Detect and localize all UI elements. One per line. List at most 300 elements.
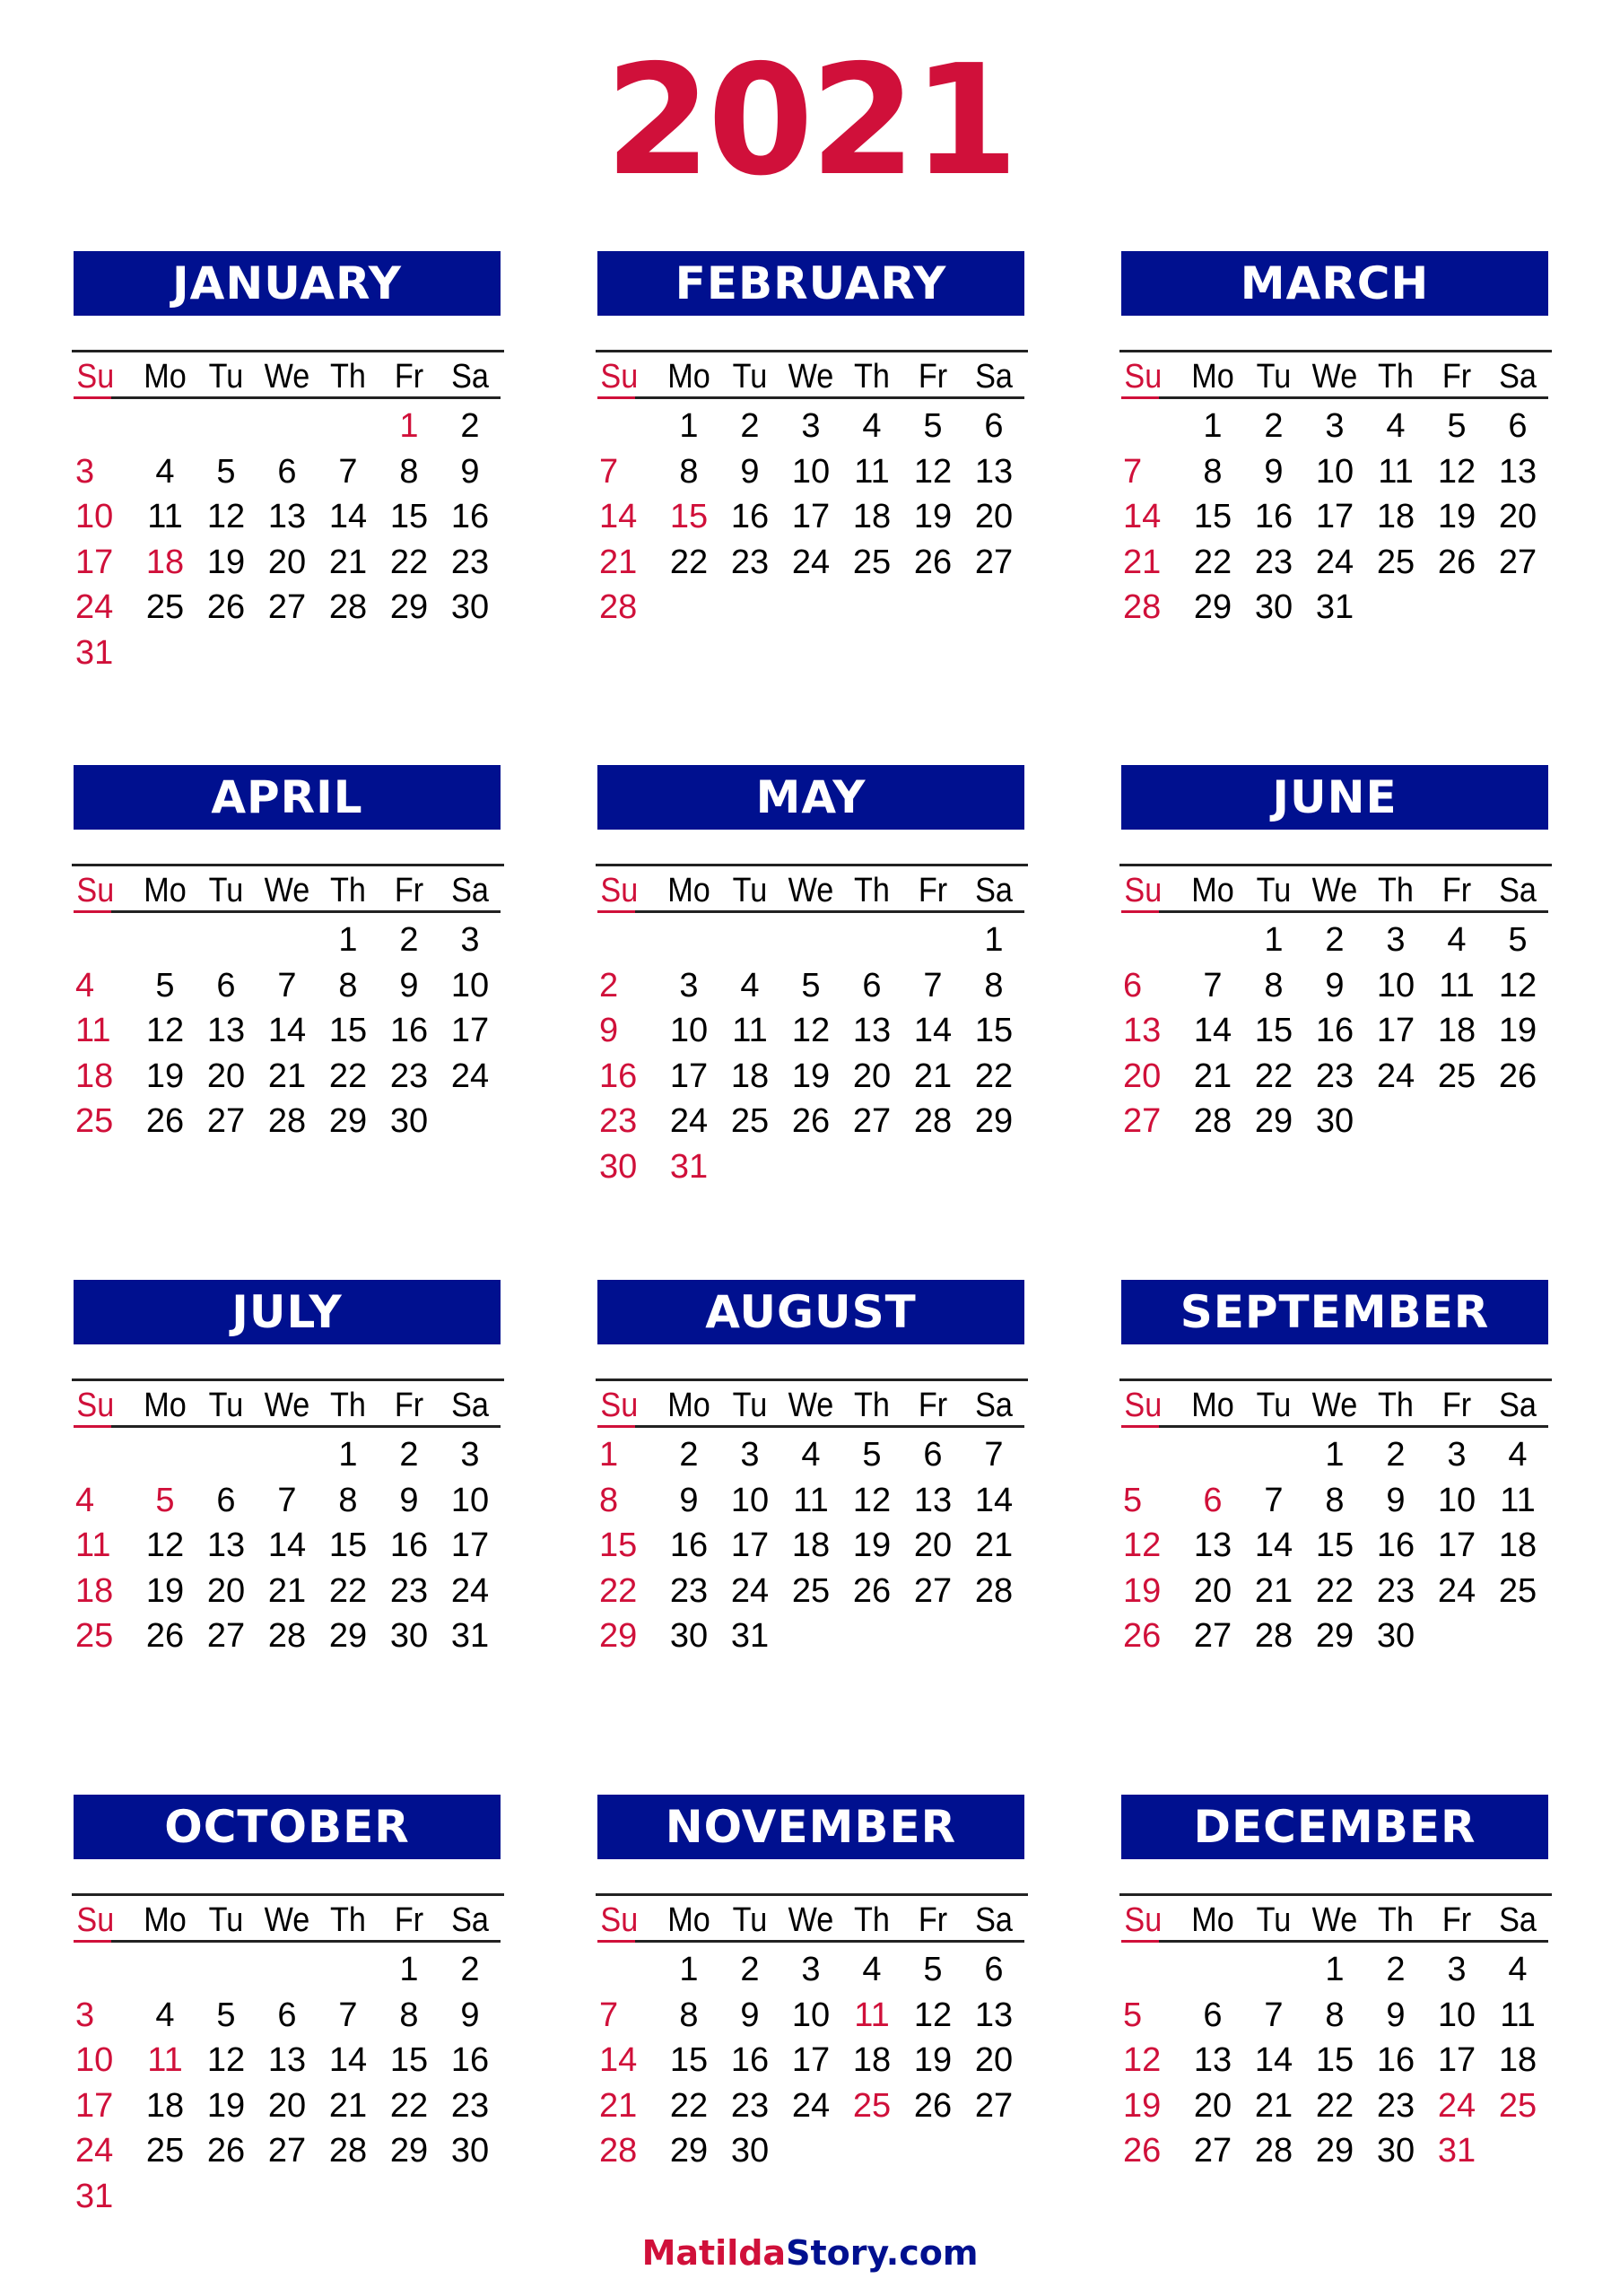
logo-part1: Matilda xyxy=(641,2233,787,2273)
day-cell: 3 xyxy=(460,921,480,959)
day-cell: 22 xyxy=(328,1571,368,1610)
weekday-label: Th xyxy=(330,358,366,396)
day-cell: 8 xyxy=(338,966,358,1004)
day-cell: 7 xyxy=(1123,452,1143,491)
day-cell: 1 xyxy=(984,921,1004,959)
empty-cell xyxy=(1121,918,1182,963)
day-cell: 26 xyxy=(1498,1057,1537,1095)
month-july xyxy=(74,1280,501,1746)
weekday-row xyxy=(597,1386,1024,1425)
weekday-label: Th xyxy=(1378,872,1414,909)
day-cell: 31 xyxy=(450,1617,490,1655)
day-cell: 23 xyxy=(1376,2086,1415,2125)
day-cell: 1 xyxy=(1264,921,1284,959)
day-cell: 4 xyxy=(1386,407,1406,445)
month-august xyxy=(597,1280,1024,1746)
day-cell: 16 xyxy=(730,498,770,535)
day-cell: 29 xyxy=(974,1102,1014,1140)
divider xyxy=(74,1425,501,1428)
weekday-label: Su xyxy=(600,1387,639,1424)
day-grid xyxy=(597,1432,1024,1659)
weekday-label: Sa xyxy=(451,872,489,909)
day-cell: 1 xyxy=(599,1436,619,1474)
day-cell: 26 xyxy=(145,1102,185,1140)
day-cell: 13 xyxy=(913,1481,953,1519)
weekday-label: Sa xyxy=(975,872,1013,909)
day-cell: 21 xyxy=(328,2086,368,2125)
day-cell: 6 xyxy=(984,1951,1004,1988)
day-cell: 28 xyxy=(1123,588,1162,626)
day-cell: 14 xyxy=(267,1012,307,1049)
day-cell: 21 xyxy=(267,1057,307,1095)
day-cell: 2 xyxy=(1386,1436,1406,1474)
day-cell: 25 xyxy=(852,543,892,581)
day-cell: 23 xyxy=(669,1571,709,1610)
empty-cell xyxy=(597,1947,658,1993)
day-cell: 14 xyxy=(328,498,368,535)
day-cell: 4 xyxy=(155,452,175,491)
day-cell: 18 xyxy=(852,2041,892,2079)
day-cell: 11 xyxy=(793,1481,829,1519)
weekday-label: Sa xyxy=(975,358,1013,396)
day-cell: 29 xyxy=(1254,1102,1293,1140)
day-cell: 12 xyxy=(206,2041,246,2079)
day-cell: 20 xyxy=(1498,498,1537,535)
day-cell: 9 xyxy=(1386,1996,1406,2034)
day-cell: 22 xyxy=(1193,543,1232,581)
day-cell: 17 xyxy=(450,1526,490,1564)
day-cell: 8 xyxy=(399,452,419,491)
weekday-label: Sa xyxy=(975,1901,1013,1939)
day-cell: 21 xyxy=(599,2086,638,2125)
day-cell: 7 xyxy=(923,966,943,1004)
day-cell: 4 xyxy=(862,1951,882,1988)
day-cell: 19 xyxy=(791,1057,831,1095)
day-cell: 12 xyxy=(1123,2041,1162,2079)
day-cell: 26 xyxy=(913,543,953,581)
day-cell: 2 xyxy=(460,407,480,445)
day-cell: 6 xyxy=(862,966,882,1004)
weekday-row xyxy=(597,871,1024,910)
month-november xyxy=(597,1795,1024,2261)
empty-cell xyxy=(902,918,963,963)
day-cell: 23 xyxy=(1315,1057,1354,1095)
day-cell: 15 xyxy=(1193,498,1232,535)
weekday-label: Mo xyxy=(667,1387,710,1424)
day-cell: 2 xyxy=(679,1436,699,1474)
divider xyxy=(72,350,504,352)
day-cell: 17 xyxy=(730,1526,770,1564)
divider xyxy=(596,350,1028,352)
day-cell: 25 xyxy=(1498,2086,1537,2125)
day-cell: 28 xyxy=(599,2132,638,2170)
day-cell: 11 xyxy=(1500,1996,1536,2034)
day-cell: 19 xyxy=(913,498,953,535)
day-cell: 4 xyxy=(740,966,760,1004)
day-cell: 20 xyxy=(852,1057,892,1095)
day-cell: 5 xyxy=(155,966,175,1004)
day-cell: 16 xyxy=(389,1012,429,1049)
weekday-label: Th xyxy=(1378,1901,1414,1939)
day-cell: 19 xyxy=(1498,1012,1537,1049)
day-cell: 25 xyxy=(730,1102,770,1140)
month-december xyxy=(1121,1795,1548,2261)
day-cell: 3 xyxy=(801,407,821,445)
day-cell: 4 xyxy=(75,966,95,1004)
day-cell: 18 xyxy=(75,1057,114,1095)
empty-cell xyxy=(135,404,196,449)
empty-cell xyxy=(257,918,318,963)
day-cell: 28 xyxy=(328,2132,368,2170)
weekday-label: Tu xyxy=(732,1901,768,1939)
empty-cell xyxy=(257,404,318,449)
weekday-label: Mo xyxy=(1191,1901,1234,1939)
month-header: DECEMBER xyxy=(1121,1795,1548,1859)
day-cell: 15 xyxy=(389,498,429,535)
day-cell: 17 xyxy=(669,1057,709,1095)
day-cell: 2 xyxy=(399,1436,419,1474)
day-cell: 26 xyxy=(145,1617,185,1655)
day-cell: 11 xyxy=(732,1012,768,1049)
day-cell: 27 xyxy=(913,1571,953,1610)
weekday-row xyxy=(74,871,501,910)
weekday-label: Mo xyxy=(667,1901,710,1939)
day-cell: 10 xyxy=(75,498,114,535)
day-cell: 16 xyxy=(669,1526,709,1564)
weekday-label: Su xyxy=(600,1901,639,1939)
day-cell: 9 xyxy=(679,1481,699,1519)
empty-cell xyxy=(1121,404,1182,449)
day-cell: 21 xyxy=(267,1571,307,1610)
day-cell: 15 xyxy=(1315,1526,1354,1564)
day-cell: 24 xyxy=(1437,2086,1476,2125)
day-cell: 1 xyxy=(399,407,419,445)
day-cell: 22 xyxy=(389,2086,429,2125)
day-cell: 9 xyxy=(460,1996,480,2034)
weekday-label: Fr xyxy=(394,872,424,909)
weekday-label: Fr xyxy=(394,1901,424,1939)
weekday-label: Sa xyxy=(1499,872,1537,909)
day-cell: 21 xyxy=(1193,1057,1232,1095)
day-cell: 6 xyxy=(1508,407,1528,445)
weekday-label: Th xyxy=(330,872,366,909)
weekday-label: Sa xyxy=(451,1901,489,1939)
day-cell: 26 xyxy=(852,1571,892,1610)
day-cell: 19 xyxy=(1123,1571,1162,1610)
weekday-label: Fr xyxy=(394,358,424,396)
empty-cell xyxy=(597,918,658,963)
day-cell: 13 xyxy=(1123,1012,1162,1049)
day-cell: 6 xyxy=(1203,1996,1223,2034)
day-grid xyxy=(1121,1432,1548,1659)
day-cell: 16 xyxy=(1376,1526,1415,1564)
day-cell: 25 xyxy=(145,2132,185,2170)
day-cell: 18 xyxy=(791,1526,831,1564)
divider xyxy=(1119,1893,1552,1896)
weekday-label: We xyxy=(1311,1901,1358,1939)
empty-cell xyxy=(780,918,841,963)
day-cell: 26 xyxy=(791,1102,831,1140)
day-cell: 25 xyxy=(75,1617,114,1655)
day-cell: 20 xyxy=(974,498,1014,535)
weekday-label: Th xyxy=(330,1901,366,1939)
day-cell: 18 xyxy=(730,1057,770,1095)
day-cell: 29 xyxy=(1315,2132,1354,2170)
day-cell: 11 xyxy=(75,1526,111,1564)
day-cell: 20 xyxy=(267,2086,307,2125)
day-cell: 3 xyxy=(1325,407,1345,445)
month-header: MARCH xyxy=(1121,251,1548,316)
weekday-label: Mo xyxy=(144,358,187,396)
day-cell: 22 xyxy=(599,1571,638,1610)
day-cell: 12 xyxy=(1498,966,1537,1004)
day-cell: 1 xyxy=(679,1951,699,1988)
day-cell: 14 xyxy=(1254,1526,1293,1564)
day-cell: 1 xyxy=(1325,1951,1345,1988)
day-cell: 13 xyxy=(1193,2041,1232,2079)
day-cell: 4 xyxy=(1508,1951,1528,1988)
weekday-label: We xyxy=(788,1387,834,1424)
empty-cell xyxy=(74,1947,135,1993)
day-cell: 15 xyxy=(974,1012,1014,1049)
day-cell: 19 xyxy=(1123,2086,1162,2125)
day-cell: 4 xyxy=(801,1436,821,1474)
day-cell: 11 xyxy=(75,1012,111,1049)
day-cell: 20 xyxy=(1193,1571,1232,1610)
day-cell: 14 xyxy=(1123,498,1162,535)
month-march xyxy=(1121,251,1548,718)
day-cell: 5 xyxy=(216,452,236,491)
weekday-label: We xyxy=(788,1901,834,1939)
day-cell: 30 xyxy=(450,588,490,626)
weekday-label: Su xyxy=(1124,358,1163,396)
day-cell: 23 xyxy=(1376,1571,1415,1610)
day-cell: 27 xyxy=(1193,1617,1232,1655)
day-cell: 11 xyxy=(1500,1481,1536,1519)
day-cell: 24 xyxy=(669,1102,709,1140)
day-cell: 29 xyxy=(328,1102,368,1140)
day-cell: 25 xyxy=(1376,543,1415,581)
day-cell: 26 xyxy=(1123,1617,1162,1655)
day-cell: 11 xyxy=(147,498,183,535)
day-cell: 18 xyxy=(1498,1526,1537,1564)
weekday-row xyxy=(597,357,1024,396)
weekday-label: Sa xyxy=(1499,1901,1537,1939)
weekday-label: Tu xyxy=(1256,358,1292,396)
divider xyxy=(597,1940,1024,1943)
day-cell: 1 xyxy=(1203,407,1223,445)
day-cell: 31 xyxy=(669,1147,709,1186)
day-cell: 10 xyxy=(450,966,490,1004)
day-cell: 8 xyxy=(338,1481,358,1519)
divider xyxy=(596,1893,1028,1896)
weekday-label: Su xyxy=(1124,1901,1163,1939)
day-cell: 6 xyxy=(277,1996,297,2034)
weekday-label: Sa xyxy=(451,1387,489,1424)
day-cell: 31 xyxy=(75,2177,114,2215)
weekday-label: We xyxy=(264,358,310,396)
weekday-label: Fr xyxy=(918,1901,948,1939)
weekday-label: Th xyxy=(854,1387,890,1424)
day-cell: 10 xyxy=(450,1481,490,1519)
day-cell: 4 xyxy=(155,1996,175,2034)
day-cell: 12 xyxy=(791,1012,831,1049)
weekday-label: Sa xyxy=(1499,358,1537,396)
weekday-label: Tu xyxy=(732,872,768,909)
day-cell: 13 xyxy=(974,1996,1014,2034)
day-cell: 12 xyxy=(145,1526,185,1564)
day-cell: 7 xyxy=(277,966,297,1004)
day-grid xyxy=(597,918,1024,1189)
day-grid xyxy=(597,1947,1024,2174)
day-grid xyxy=(74,1947,501,2219)
day-cell: 30 xyxy=(1315,1102,1354,1140)
day-cell: 15 xyxy=(389,2041,429,2079)
day-cell: 8 xyxy=(1203,452,1223,491)
empty-cell xyxy=(1182,918,1243,963)
day-cell: 26 xyxy=(206,588,246,626)
day-cell: 18 xyxy=(145,543,185,581)
day-cell: 17 xyxy=(791,2041,831,2079)
empty-cell xyxy=(135,918,196,963)
day-cell: 27 xyxy=(1193,2132,1232,2170)
day-cell: 24 xyxy=(791,2086,831,2125)
day-cell: 24 xyxy=(450,1057,490,1095)
day-cell: 7 xyxy=(599,1996,619,2034)
day-cell: 15 xyxy=(1315,2041,1354,2079)
day-cell: 3 xyxy=(1386,921,1406,959)
year-title: 2021 xyxy=(605,32,1015,210)
day-cell: 16 xyxy=(730,2041,770,2079)
day-cell: 3 xyxy=(801,1951,821,1988)
empty-cell xyxy=(74,1432,135,1478)
day-cell: 23 xyxy=(389,1057,429,1095)
day-cell: 3 xyxy=(75,1996,95,2034)
day-cell: 8 xyxy=(599,1481,619,1519)
day-cell: 20 xyxy=(267,543,307,581)
day-cell: 16 xyxy=(599,1057,638,1095)
empty-cell xyxy=(1243,1947,1304,1993)
day-cell: 10 xyxy=(75,2041,114,2079)
weekday-label: We xyxy=(788,358,834,396)
weekday-row xyxy=(74,1386,501,1425)
weekday-label: We xyxy=(264,1387,310,1424)
day-cell: 3 xyxy=(1447,1951,1467,1988)
empty-cell xyxy=(1121,1947,1182,1993)
day-cell: 18 xyxy=(145,2086,185,2125)
day-cell: 30 xyxy=(389,1102,429,1140)
day-cell: 30 xyxy=(1254,588,1293,626)
weekday-label: Fr xyxy=(918,872,948,909)
day-cell: 5 xyxy=(216,1996,236,2034)
day-cell: 19 xyxy=(206,2086,246,2125)
empty-cell xyxy=(74,404,135,449)
day-grid xyxy=(74,1432,501,1659)
weekday-label: Th xyxy=(854,358,890,396)
day-cell: 8 xyxy=(679,452,699,491)
day-cell: 24 xyxy=(791,543,831,581)
day-cell: 18 xyxy=(1437,1012,1476,1049)
divider xyxy=(72,864,504,866)
day-cell: 6 xyxy=(1123,966,1143,1004)
day-cell: 2 xyxy=(740,407,760,445)
day-cell: 5 xyxy=(862,1436,882,1474)
day-cell: 12 xyxy=(852,1481,892,1519)
day-cell: 2 xyxy=(1325,921,1345,959)
weekday-label: Mo xyxy=(1191,1387,1234,1424)
day-cell: 6 xyxy=(216,966,236,1004)
day-cell: 12 xyxy=(145,1012,185,1049)
day-cell: 17 xyxy=(450,1012,490,1049)
weekday-label: Mo xyxy=(667,872,710,909)
day-cell: 8 xyxy=(1325,1996,1345,2034)
day-cell: 22 xyxy=(389,543,429,581)
weekday-label: Su xyxy=(76,1901,115,1939)
weekday-label: Tu xyxy=(208,358,244,396)
day-cell: 17 xyxy=(791,498,831,535)
weekday-label: Tu xyxy=(208,1387,244,1424)
weekday-label: Th xyxy=(1378,358,1414,396)
day-cell: 24 xyxy=(730,1571,770,1610)
day-cell: 25 xyxy=(1437,1057,1476,1095)
day-cell: 31 xyxy=(1315,588,1354,626)
day-cell: 19 xyxy=(206,543,246,581)
day-cell: 2 xyxy=(1264,407,1284,445)
day-cell: 13 xyxy=(974,452,1014,491)
day-cell: 9 xyxy=(740,452,760,491)
empty-cell xyxy=(1182,1432,1243,1478)
month-header: JANUARY xyxy=(74,251,501,316)
empty-cell xyxy=(196,1947,257,1993)
day-cell: 31 xyxy=(730,1617,770,1655)
day-cell: 12 xyxy=(1123,1526,1162,1564)
day-cell: 5 xyxy=(801,966,821,1004)
day-cell: 19 xyxy=(852,1526,892,1564)
day-cell: 22 xyxy=(974,1057,1014,1095)
day-grid xyxy=(597,404,1024,631)
day-cell: 19 xyxy=(145,1057,185,1095)
empty-cell xyxy=(841,918,902,963)
empty-cell xyxy=(257,1947,318,1993)
empty-cell xyxy=(196,918,257,963)
day-cell: 1 xyxy=(679,407,699,445)
day-cell: 4 xyxy=(1508,1436,1528,1474)
weekday-label: Tu xyxy=(208,1901,244,1939)
day-cell: 8 xyxy=(679,1996,699,2034)
day-cell: 26 xyxy=(1437,543,1476,581)
weekday-label: Su xyxy=(600,358,639,396)
day-cell: 20 xyxy=(974,2041,1014,2079)
day-cell: 30 xyxy=(599,1147,638,1186)
weekday-label: Fr xyxy=(1441,1901,1472,1939)
empty-cell xyxy=(196,1432,257,1478)
day-cell: 7 xyxy=(599,452,619,491)
day-cell: 11 xyxy=(854,1996,890,2034)
day-cell: 6 xyxy=(277,452,297,491)
weekday-label: Th xyxy=(330,1387,366,1424)
day-grid xyxy=(1121,918,1548,1144)
day-cell: 10 xyxy=(791,1996,831,2034)
day-cell: 24 xyxy=(1315,543,1354,581)
day-cell: 30 xyxy=(389,1617,429,1655)
day-cell: 23 xyxy=(730,2086,770,2125)
day-cell: 3 xyxy=(460,1436,480,1474)
month-header: OCTOBER xyxy=(74,1795,501,1859)
day-cell: 29 xyxy=(1193,588,1232,626)
day-cell: 9 xyxy=(460,452,480,491)
divider xyxy=(597,1425,1024,1428)
day-cell: 27 xyxy=(974,2086,1014,2125)
